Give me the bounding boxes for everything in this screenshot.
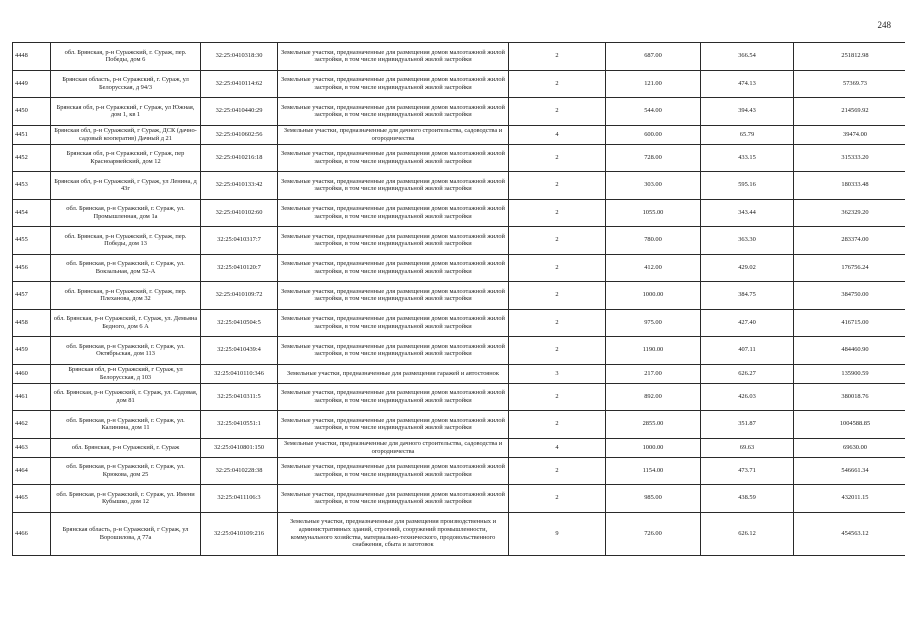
area-cell: 780.00 (606, 227, 701, 255)
address-cell: обл. Брянская, р-н Суражский, г. Сураж (51, 438, 201, 457)
cadastral-number-cell: 32:25:0410120:7 (201, 254, 278, 282)
land-use-cell: Земельные участки, предназначенные для размещения домов малоэтажной жилой застройки, в том числе индивидуальной жилой застройки (278, 172, 509, 200)
table-row (13, 411, 905, 439)
cadastral-value-cell: 176756.24 (794, 254, 905, 282)
address-cell: обл. Брянская, р-н Суражский, г. Сураж, ул. Калинина, дом 11 (51, 411, 201, 439)
address-cell: Брянская обл, р-н Суражский, г Сураж, ул Белорусская, д 103 (51, 364, 201, 383)
area-cell: 985.00 (606, 485, 701, 513)
area-cell: 728.00 (606, 144, 701, 172)
address-cell: Брянская обл, р-н Суражский, г Сураж, ул Южная, дом 1, кв 1 (51, 98, 201, 126)
land-use-cell: Земельные участки, предназначенные для размещения домов малоэтажной жилой застройки, в том числе индивидуальной жилой застройки (278, 337, 509, 365)
cadastral-number-cell: 32:25:0410504:5 (201, 309, 278, 337)
area-cell: 2855.00 (606, 411, 701, 439)
record-number: 4453 (13, 172, 51, 200)
table-row (13, 43, 905, 71)
cadastral-value-cell: 362329.20 (794, 199, 905, 227)
use-group-cell: 2 (509, 411, 606, 439)
table-row (13, 337, 905, 365)
record-number: 4461 (13, 383, 51, 411)
address-cell: обл. Брянская, р-н Суражский, г. Сураж, пер. Плеханова, дом 32 (51, 282, 201, 310)
record-number: 4455 (13, 227, 51, 255)
area-cell: 600.00 (606, 125, 701, 144)
address-cell: обл. Брянская, р-н Суражский, г. Сураж, ул. Садовая, дом 81 (51, 383, 201, 411)
record-number: 4448 (13, 43, 51, 71)
area-cell: 121.00 (606, 70, 701, 98)
land-use-cell: Земельные участки, предназначенные для дачного строительства, садоводства и огородничества (278, 125, 509, 144)
cadastral-number-cell: 32:25:0410102:60 (201, 199, 278, 227)
address-cell: Брянская обл, р-н Суражский, г Сураж, ул Ленина, д 43г (51, 172, 201, 200)
area-cell: 1190.00 (606, 337, 701, 365)
table-row (13, 199, 905, 227)
specific-value-cell: 429.02 (701, 254, 794, 282)
record-number: 4449 (13, 70, 51, 98)
table-row (13, 125, 905, 144)
address-cell: обл. Брянская, р-н Суражский, г. Сураж, ул. Октябрьская, дом 113 (51, 337, 201, 365)
area-cell: 1000.00 (606, 282, 701, 310)
use-group-cell: 3 (509, 364, 606, 383)
table-row (13, 383, 905, 411)
table-row (13, 172, 905, 200)
table-row (13, 512, 905, 555)
use-group-cell: 2 (509, 144, 606, 172)
table-row (13, 254, 905, 282)
cadastral-value-cell: 384750.00 (794, 282, 905, 310)
cadastral-value-cell: 69630.00 (794, 438, 905, 457)
cadastral-value-cell: 484460.90 (794, 337, 905, 365)
area-cell: 975.00 (606, 309, 701, 337)
address-cell: обл. Брянская, р-н Суражский, г. Сураж, пер. Победы, дом 13 (51, 227, 201, 255)
table-row (13, 438, 905, 457)
area-cell: 892.00 (606, 383, 701, 411)
record-number: 4459 (13, 337, 51, 365)
land-use-cell: Земельные участки, предназначенные для размещения домов малоэтажной жилой застройки, в том числе индивидуальной жилой застройки (278, 227, 509, 255)
specific-value-cell: 363.30 (701, 227, 794, 255)
specific-value-cell: 595.16 (701, 172, 794, 200)
specific-value-cell: 426.03 (701, 383, 794, 411)
land-use-cell: Земельные участки, предназначенные для размещения домов малоэтажной жилой застройки, в том числе индивидуальной жилой застройки (278, 199, 509, 227)
address-cell: Брянская обл, р-н Суражский, г Сураж, пер Красноармейский, дом 12 (51, 144, 201, 172)
cadastral-value-cell: 214569.92 (794, 98, 905, 126)
cadastral-number-cell: 32:25:0410114:62 (201, 70, 278, 98)
record-number: 4451 (13, 125, 51, 144)
address-cell: обл. Брянская, р-н Суражский, г. Сураж, ул. Промышленная, дом 1а (51, 199, 201, 227)
cadastral-number-cell: 32:25:0410602:56 (201, 125, 278, 144)
area-cell: 1055.00 (606, 199, 701, 227)
record-number: 4458 (13, 309, 51, 337)
address-cell: обл. Брянская, р-н Суражский, г. Сураж, пер. Победы, дом 6 (51, 43, 201, 71)
cadastral-number-cell: 32:25:0410311:5 (201, 383, 278, 411)
area-cell: 687.00 (606, 43, 701, 71)
record-number: 4450 (13, 98, 51, 126)
use-group-cell: 2 (509, 70, 606, 98)
cadastral-value-cell: 180333.48 (794, 172, 905, 200)
cadastral-number-cell: 32:25:0410110:346 (201, 364, 278, 383)
table-row (13, 282, 905, 310)
cadastral-value-cell: 135900.59 (794, 364, 905, 383)
table-row (13, 457, 905, 485)
area-cell: 412.00 (606, 254, 701, 282)
specific-value-cell: 626.12 (701, 512, 794, 555)
specific-value-cell: 438.59 (701, 485, 794, 513)
area-cell: 303.00 (606, 172, 701, 200)
specific-value-cell: 473.71 (701, 457, 794, 485)
area-cell: 217.00 (606, 364, 701, 383)
specific-value-cell: 433.15 (701, 144, 794, 172)
address-cell: Брянская обл, р-н Суражский, г Сураж, ДСК (дачно-садовый кооператив) Дачный д 21 (51, 125, 201, 144)
address-cell: обл. Брянская, р-н Суражский, г. Сураж, ул. Крюкова, дом 25 (51, 457, 201, 485)
cadastral-number-cell: 32:25:0410439:4 (201, 337, 278, 365)
record-number: 4462 (13, 411, 51, 439)
cadastral-number-cell: 32:25:0410109:72 (201, 282, 278, 310)
land-use-cell: Земельные участки, предназначенные для размещения домов малоэтажной жилой застройки, в том числе индивидуальной жилой застройки (278, 383, 509, 411)
address-cell: обл. Брянская, р-н Суражский, г. Сураж, ул. Имени Кубышко, дом 12 (51, 485, 201, 513)
specific-value-cell: 65.79 (701, 125, 794, 144)
area-cell: 1000.00 (606, 438, 701, 457)
record-number: 4452 (13, 144, 51, 172)
land-use-cell: Земельные участки, предназначенные для размещения гаражей и автостоянок (278, 364, 509, 383)
land-use-cell: Земельные участки, предназначенные для размещения домов малоэтажной жилой застройки, в том числе индивидуальной жилой застройки (278, 43, 509, 71)
use-group-cell: 2 (509, 98, 606, 126)
use-group-cell: 2 (509, 254, 606, 282)
specific-value-cell: 343.44 (701, 199, 794, 227)
address-cell: Брянская область, р-н Суражский, г Сураж, ул Ворошилова, д 77а (51, 512, 201, 555)
land-use-cell: Земельные участки, предназначенные для размещения домов малоэтажной жилой застройки, в том числе индивидуальной жилой застройки (278, 309, 509, 337)
cadastral-number-cell: 32:25:0411106:3 (201, 485, 278, 513)
use-group-cell: 4 (509, 438, 606, 457)
table-row (13, 70, 905, 98)
use-group-cell: 2 (509, 172, 606, 200)
use-group-cell: 2 (509, 199, 606, 227)
specific-value-cell: 384.75 (701, 282, 794, 310)
cadastral-value-cell: 416715.00 (794, 309, 905, 337)
land-use-cell: Земельные участки, предназначенные для размещения домов малоэтажной жилой застройки, в том числе индивидуальной жилой застройки (278, 70, 509, 98)
specific-value-cell: 626.27 (701, 364, 794, 383)
land-use-cell: Земельные участки, предназначенные для размещения домов малоэтажной жилой застройки, в том числе индивидуальной жилой застройки (278, 144, 509, 172)
land-use-cell: Земельные участки, предназначенные для размещения домов малоэтажной жилой застройки, в том числе индивидуальной жилой застройки (278, 282, 509, 310)
use-group-cell: 2 (509, 43, 606, 71)
table-row (13, 144, 905, 172)
table-row (13, 309, 905, 337)
cadastral-value-cell: 546661.34 (794, 457, 905, 485)
cadastral-value-cell: 454563.12 (794, 512, 905, 555)
land-use-cell: Земельные участки, предназначенные для размещения домов малоэтажной жилой застройки, в том числе индивидуальной жилой застройки (278, 485, 509, 513)
specific-value-cell: 427.40 (701, 309, 794, 337)
cadastral-value-table (12, 42, 905, 556)
record-number: 4454 (13, 199, 51, 227)
cadastral-number-cell: 32:25:0410801:150 (201, 438, 278, 457)
cadastral-value-cell: 315333.20 (794, 144, 905, 172)
cadastral-number-cell: 32:25:0410318:30 (201, 43, 278, 71)
area-cell: 726.00 (606, 512, 701, 555)
record-number: 4463 (13, 438, 51, 457)
cadastral-value-cell: 1004588.85 (794, 411, 905, 439)
table-row (13, 227, 905, 255)
record-number: 4466 (13, 512, 51, 555)
cadastral-value-cell: 380018.76 (794, 383, 905, 411)
use-group-cell: 2 (509, 282, 606, 310)
land-use-cell: Земельные участки, предназначенные для дачного строительства, садоводства и огородничества (278, 438, 509, 457)
land-use-cell: Земельные участки, предназначенные для размещения домов малоэтажной жилой застройки, в том числе индивидуальной жилой застройки (278, 411, 509, 439)
use-group-cell: 2 (509, 457, 606, 485)
land-use-cell: Земельные участки, предназначенные для размещения домов малоэтажной жилой застройки, в том числе индивидуальной жилой застройки (278, 254, 509, 282)
area-cell: 544.00 (606, 98, 701, 126)
record-number: 4460 (13, 364, 51, 383)
address-cell: Брянская область, р-н Суражский, г. Сураж, ул Белорусская, д 94/3 (51, 70, 201, 98)
record-number: 4464 (13, 457, 51, 485)
table-row (13, 485, 905, 513)
specific-value-cell: 351.87 (701, 411, 794, 439)
cadastral-number-cell: 32:25:0410317:7 (201, 227, 278, 255)
specific-value-cell: 394.43 (701, 98, 794, 126)
record-number: 4456 (13, 254, 51, 282)
page-number: 248 (877, 20, 891, 30)
cadastral-number-cell: 32:25:0410133:42 (201, 172, 278, 200)
cadastral-value-cell: 283374.00 (794, 227, 905, 255)
cadastral-number-cell: 32:25:0410109:216 (201, 512, 278, 555)
cadastral-value-cell: 57369.73 (794, 70, 905, 98)
cadastral-number-cell: 32:25:0410551:1 (201, 411, 278, 439)
address-cell: обл. Брянская, р-н Суражский, г. Сураж, ул. Демьяна Бедного, дом 6 А (51, 309, 201, 337)
use-group-cell: 2 (509, 485, 606, 513)
use-group-cell: 9 (509, 512, 606, 555)
cadastral-number-cell: 32:25:0410216:18 (201, 144, 278, 172)
use-group-cell: 4 (509, 125, 606, 144)
table-row (13, 364, 905, 383)
land-use-cell: Земельные участки, предназначенные для размещения домов малоэтажной жилой застройки, в том числе индивидуальной жилой застройки (278, 457, 509, 485)
cadastral-value-cell: 432011.15 (794, 485, 905, 513)
cadastral-value-cell: 39474.00 (794, 125, 905, 144)
use-group-cell: 2 (509, 309, 606, 337)
specific-value-cell: 474.13 (701, 70, 794, 98)
address-cell: обл. Брянская, р-н Суражский, г. Сураж, ул. Вокзальная, дом 52-А (51, 254, 201, 282)
cadastral-value-cell: 251812.98 (794, 43, 905, 71)
land-use-cell: Земельные участки, предназначенные для размещения домов малоэтажной жилой застройки, в том числе индивидуальной жилой застройки (278, 98, 509, 126)
specific-value-cell: 407.11 (701, 337, 794, 365)
use-group-cell: 2 (509, 383, 606, 411)
land-use-cell: Земельные участки, предназначенные для размещения производственных и административных зданий, строений, сооружений промышленности, коммунального хозяйства, материально-технического, продовольственного снабжения, сбыта и заготовок (278, 512, 509, 555)
use-group-cell: 2 (509, 337, 606, 365)
record-number: 4465 (13, 485, 51, 513)
specific-value-cell: 366.54 (701, 43, 794, 71)
record-number: 4457 (13, 282, 51, 310)
cadastral-number-cell: 32:25:0410228:38 (201, 457, 278, 485)
table-row (13, 98, 905, 126)
cadastral-number-cell: 32:25:0410440:29 (201, 98, 278, 126)
use-group-cell: 2 (509, 227, 606, 255)
area-cell: 1154.00 (606, 457, 701, 485)
specific-value-cell: 69.63 (701, 438, 794, 457)
